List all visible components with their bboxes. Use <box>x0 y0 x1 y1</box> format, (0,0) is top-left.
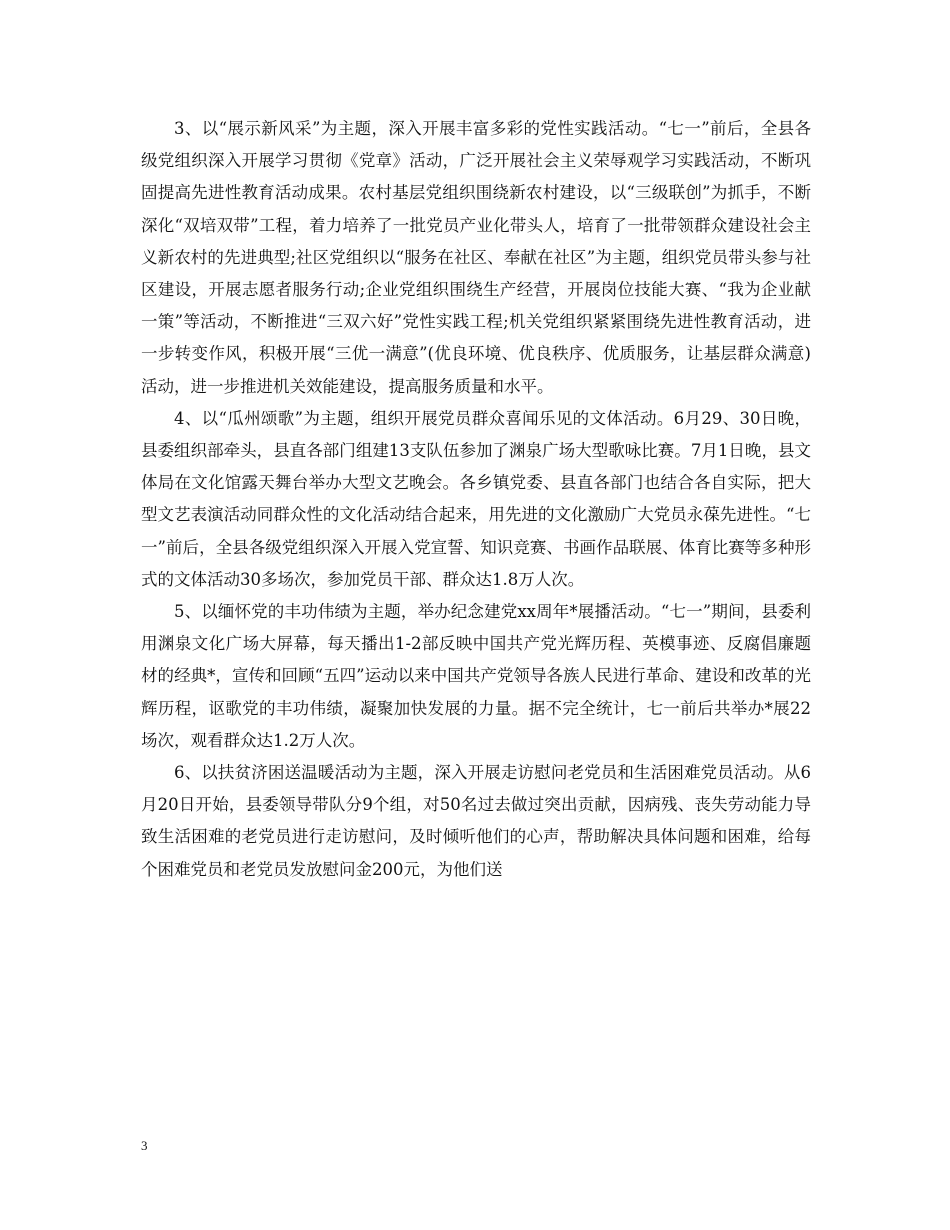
paragraph-3: 3、以“展示新风采”为主题，深入开展丰富多彩的党性实践活动。“七一”前后，全县各级党组织深入开展学习贯彻《党章》活动，广泛开展社会主义荣辱观学习实践活动，不断巩固提高先进性教育活动成果。农村基层党组织围绕新农村建设，以“三级联创”为抓手，不断深化“双培双带”工程，着力培养了一批党员产业化带头人，培育了一批带领群众建设社会主义新农村的先进典型;社区党组织以“服务在社区、奉献在社区”为主题，组织党员带头参与社区建设，开展志愿者服务行动;企业党组织围绕生产经营，开展岗位技能大赛、“我为企业献一策”等活动，不断推进“三双六好”党性实践工程;机关党组织紧紧围绕先进性教育活动，进一步转变作风，积极开展“三优一满意”(优良环境、优良秩序、优质服务，让基层群众满意)活动，进一步推进机关效能建设，提高服务质量和水平。 <box>141 119 811 396</box>
document-body <box>141 113 811 886</box>
paragraph-6: 6、以扶贫济困送温暖活动为主题，深入开展走访慰问老党员和生活困难党员活动。从6月20日开始，县委领导带队分9个组，对50名过去做过突出贡献，因病残、丧失劳动能力导致生活困难的老党员进行走访慰问，及时倾听他们的心声，帮助解决具体问题和困难，给每个困难党员和老党员发放慰问金200元，为他们送 <box>141 763 811 879</box>
paragraph-5: 5、以缅怀党的丰功伟绩为主题，举办纪念建党xx周年*展播活动。“七一”期间，县委利用渊泉文化广场大屏幕，每天播出1-2部反映中国共产党光辉历程、英模事迹、反腐倡廉题材的经典*，宣传和回顾“五四”运动以来中国共产党领导各族人民进行革命、建设和改革的光辉历程，讴歌党的丰功伟绩，凝聚加快发展的力量。据不完全统计，七一前后共举办*展22场次，观看群众达1.2万人次。 <box>141 602 811 750</box>
page-number: 3 <box>141 1138 148 1153</box>
paragraph-4: 4、以“瓜州颂歌”为主题，组织开展党员群众喜闻乐见的文体活动。6月29、30日晚，县委组织部牵头，县直各部门组建13支队伍参加了渊泉广场大型歌咏比赛。7月1日晚，县文体局在文化馆露天舞台举办大型文艺晚会。各乡镇党委、县直各部门也结合各自实际，把大型文艺表演活动同群众性的文化活动结合起来，用先进的文化激励广大党员永葆先进性。“七一”前后，全县各级党组织深入开展入党宣誓、知识竞赛、书画作品联展、体育比赛等多种形式的文体活动30多场次，参加党员干部、群众达1.8万人次。 <box>141 408 811 589</box>
